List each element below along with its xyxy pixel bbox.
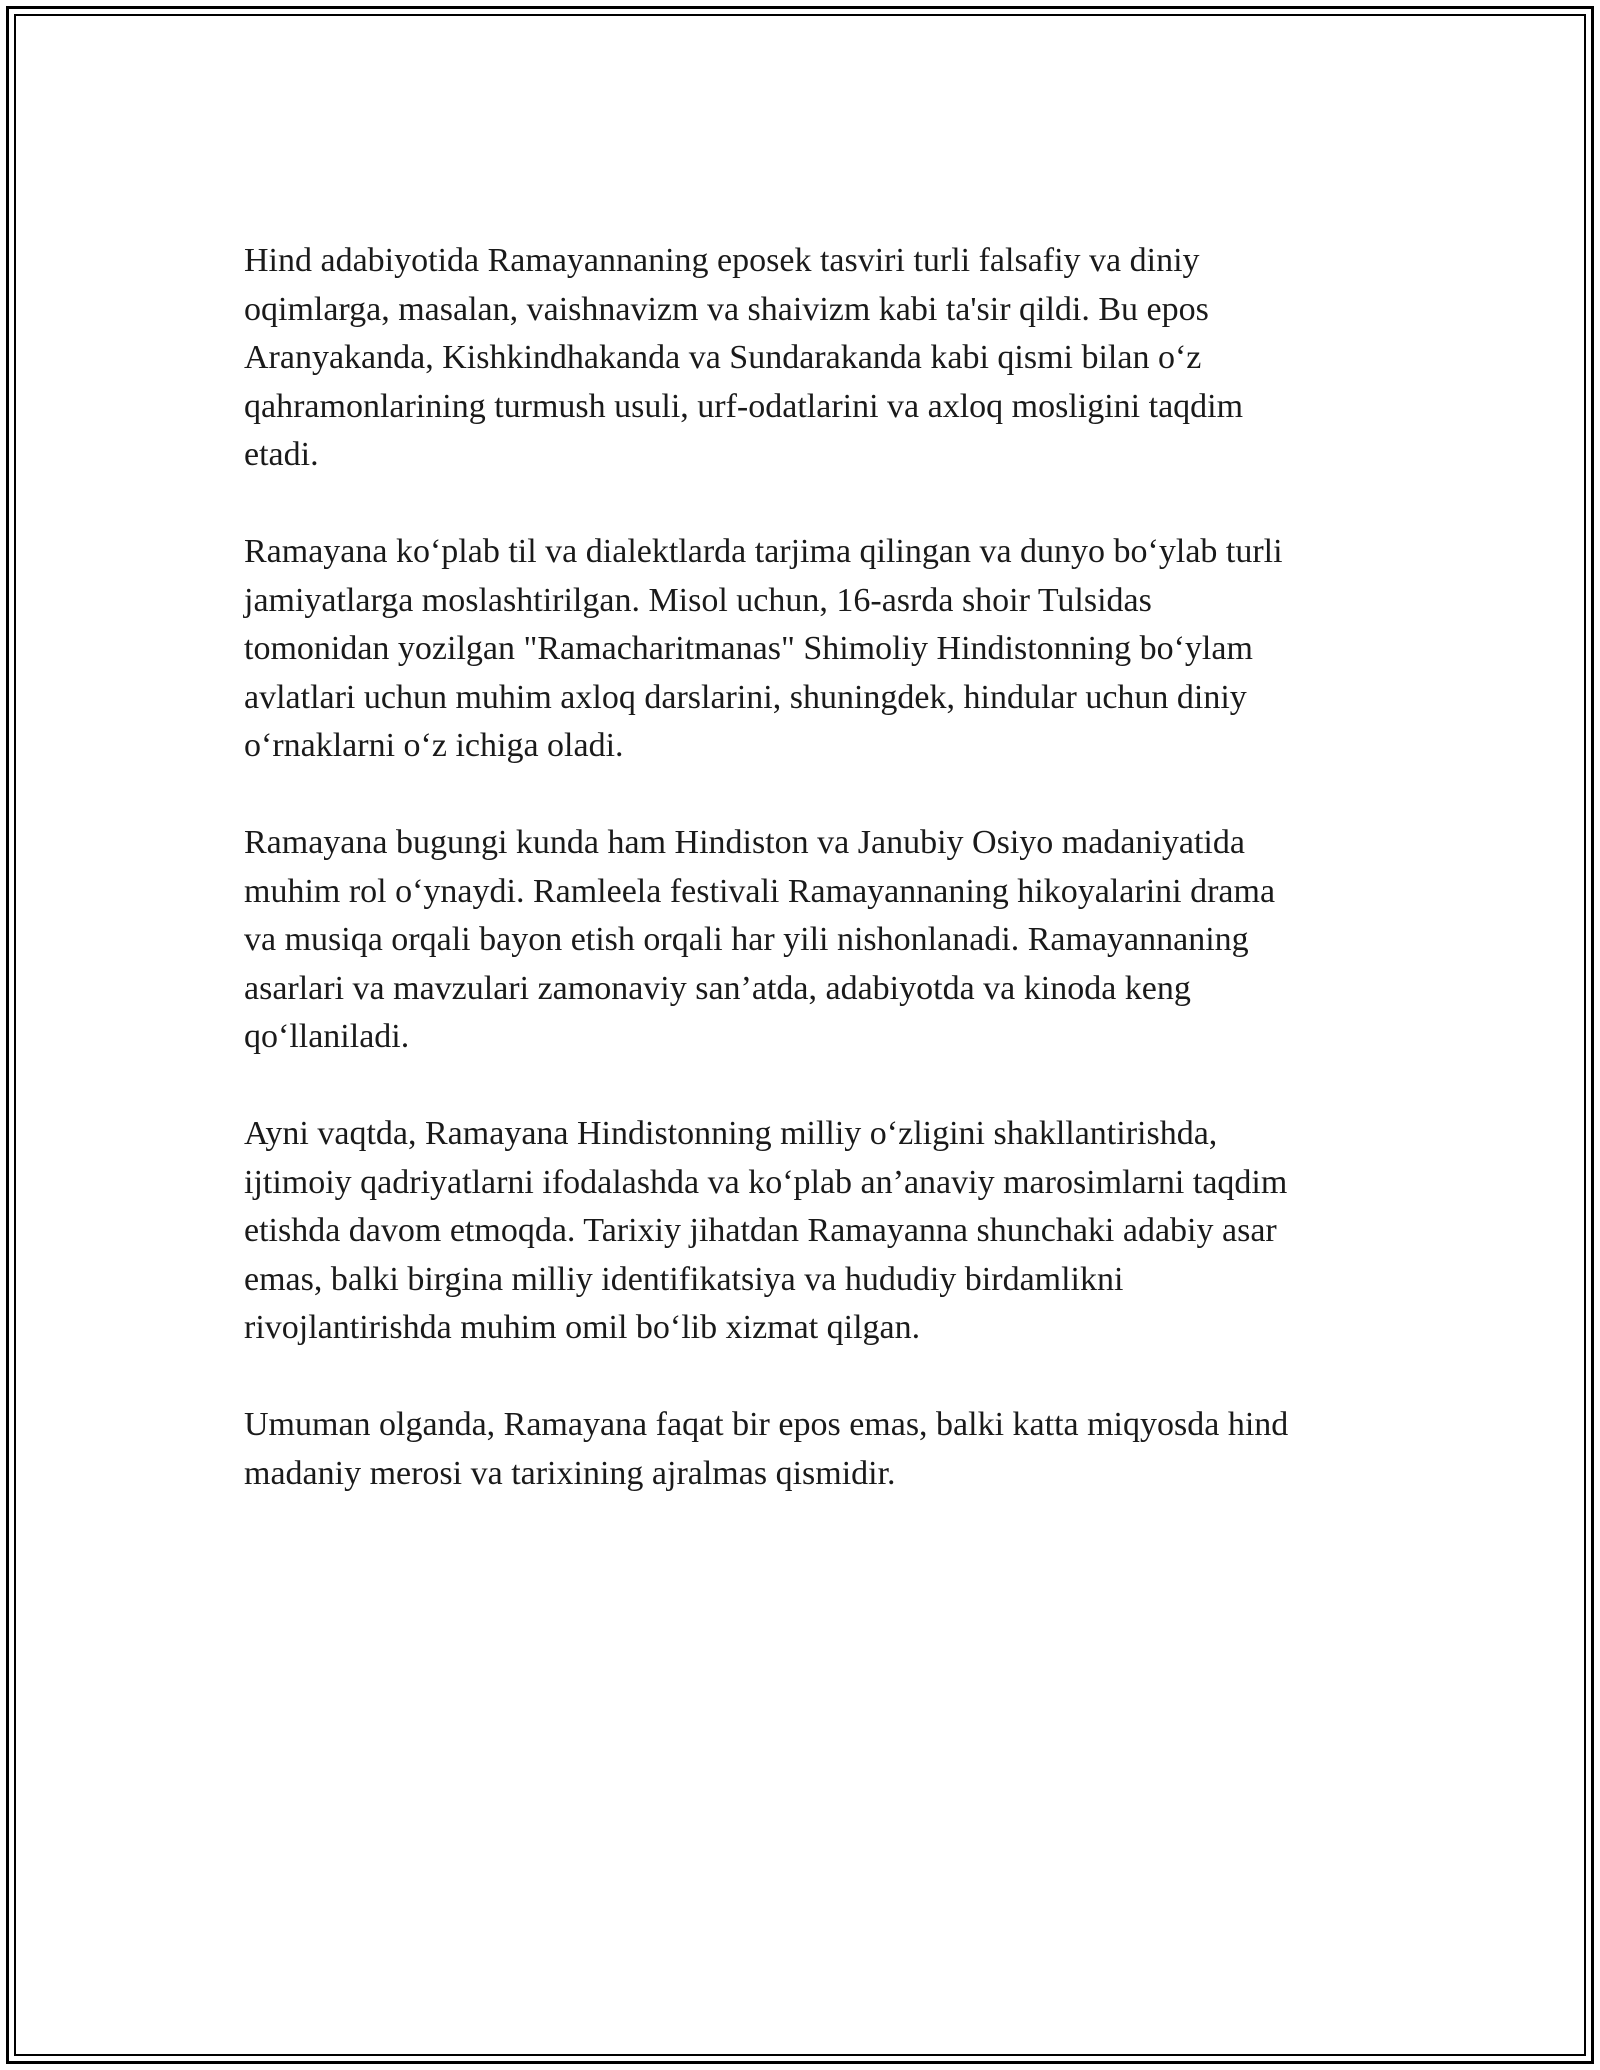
paragraph-1: Hind adabiyotida Ramayannaning eposek tasviri turli falsafiy va diniy oqimlarga, masalan, vaishnavizm va shaivizm kabi ta'sir qildi. Bu epos Aranyakanda, Kishkindhakanda va Sundarakanda kabi qismi bilan o‘z qahramonlarining turmush usuli, urf-odatlarini va axloq mosligini taqdim etadi.	[244, 242, 1244, 473]
paragraph-2: Ramayana ko‘plab til va dialektlarda tarjima qilingan va dunyo bo‘ylab turli jamiyatlarga moslashtirilgan. Misol uchun, 16-asrda shoir Tulsidas tomonidan yozilgan "Ramacharitmanas" Shimoliy Hindistonning bo‘ylam avlatlari uchun muhim axloq darslarini, shuningdek, hindular uchun diniy o‘rnaklarni o‘z ichiga oladi.	[244, 533, 1283, 764]
paragraph-5: Umuman olganda, Ramayana faqat bir epos emas, balki katta miqyosda hind madaniy merosi va tarixining ajralmas qismidir.	[244, 1406, 1289, 1492]
document-body	[244, 237, 1394, 1547]
paragraph-3: Ramayana bugungi kunda ham Hindiston va Janubiy Osiyo madaniyatida muhim rol o‘ynaydi. Ramleela festivali Ramayannaning hikoyalarini drama va musiqa orqali bayon etish orqali har yili nishonlanadi. Ramayannaning asarlari va mavzulari zamonaviy san’atda, adabiyotda va kinoda keng qo‘llaniladi.	[244, 824, 1276, 1055]
paragraph-4: Ayni vaqtda, Ramayana Hindistonning milliy o‘zligini shakllantirishda, ijtimoiy qadriyatlarni ifodalashda va ko‘plab an’anaviy marosimlarni taqdim etishda davom etmoqda. Tarixiy jihatdan Ramayanna shunchaki adabiy asar emas, balki birgina milliy identifikatsiya va hududiy birdamlikni rivojlantirishda muhim omil bo‘lib xizmat qilgan.	[244, 1115, 1288, 1346]
page-frame	[6, 6, 1594, 2064]
